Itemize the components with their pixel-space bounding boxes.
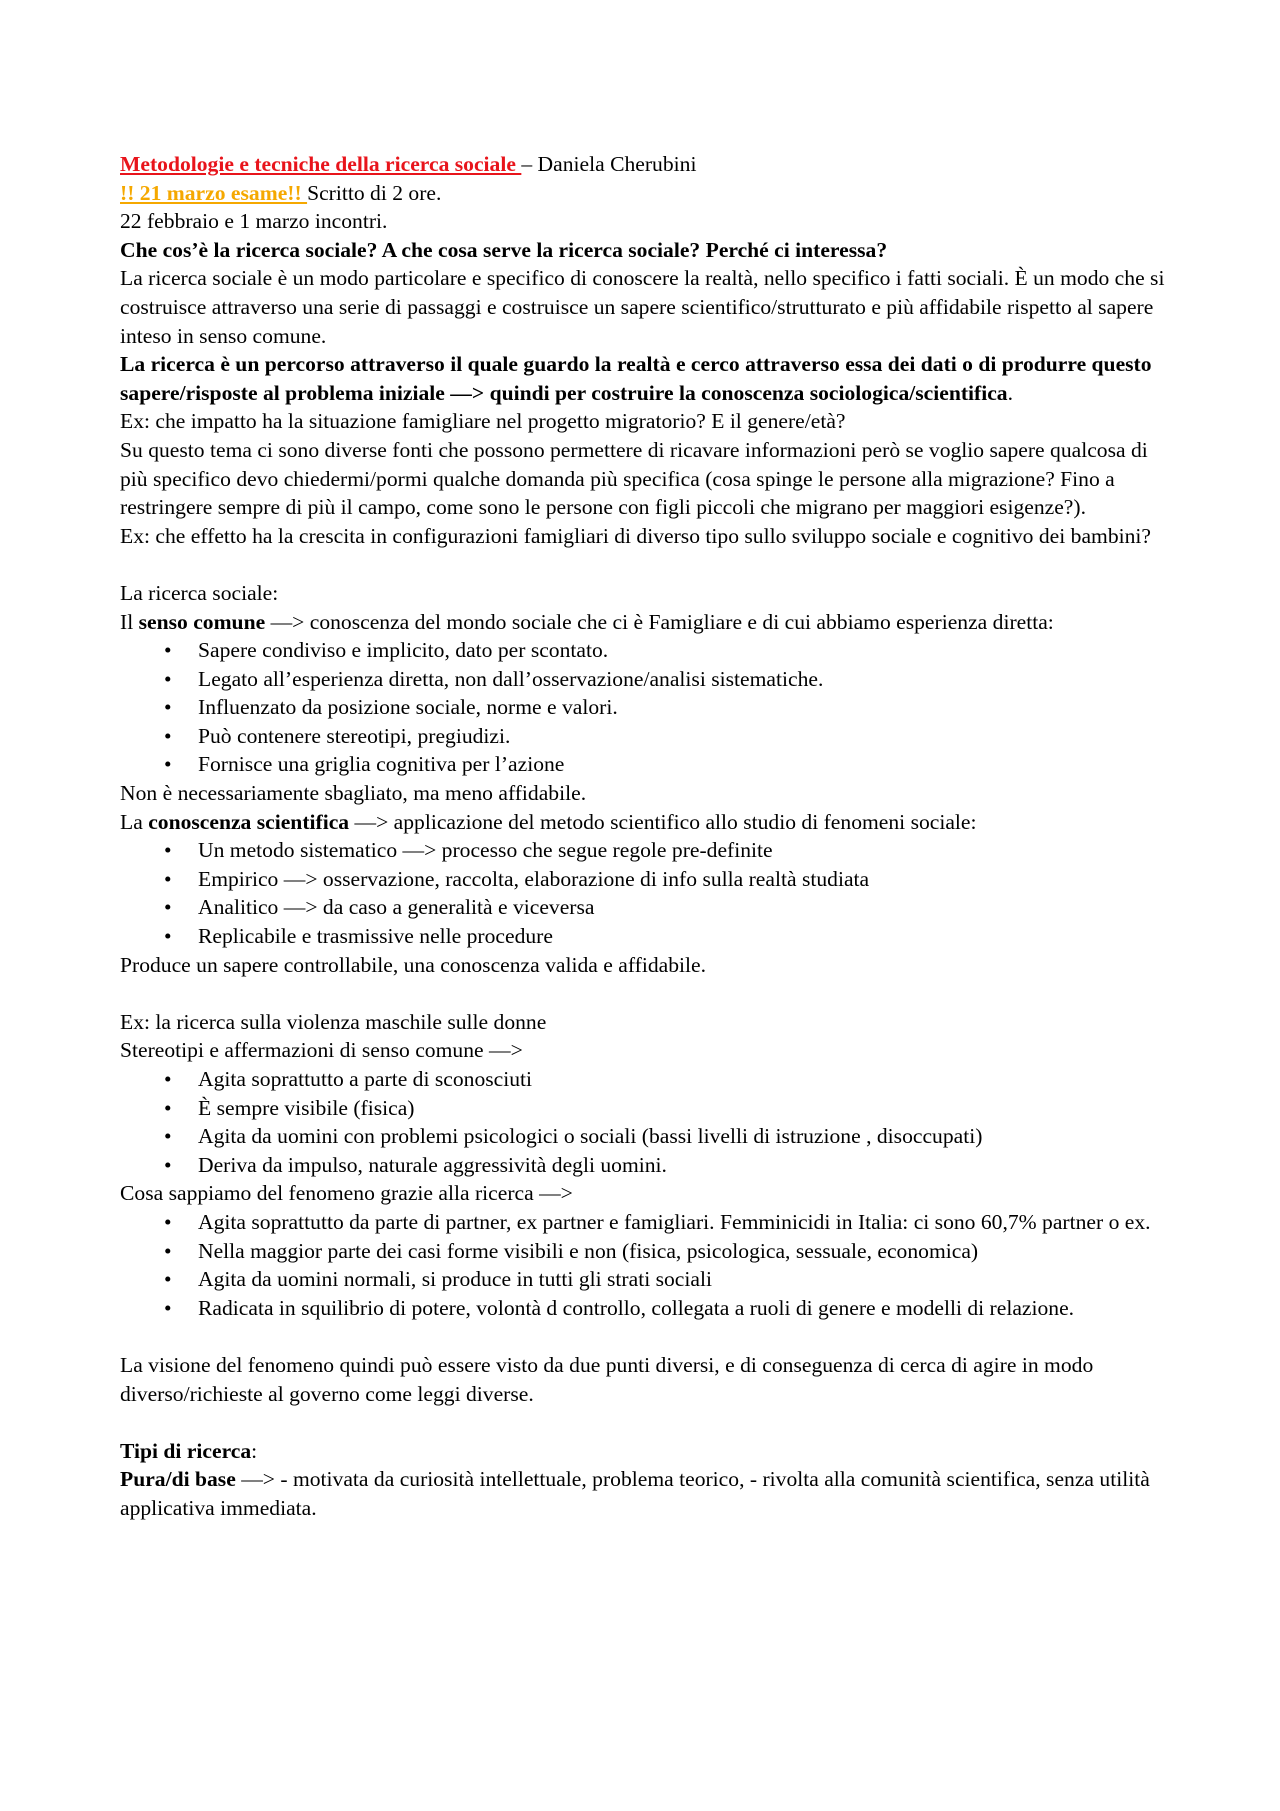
list-item: • Deriva da impulso, naturale aggressività degli uomini. [120,1151,1170,1180]
exam-info: Scritto di 2 ore. [307,180,442,205]
list-item: • È sempre visibile (fisica) [120,1094,1170,1123]
meetings-line: 22 febbraio e 1 marzo incontri. [120,209,388,234]
example-1: Ex: che impatto ha la situazione famigliare nel progetto migratorio? E il genere/età? [120,409,846,434]
scientific-lead-post: —> applicazione del metodo scientifico allo studio di fenomeni sociale: [349,809,977,834]
list-item: • Radicata in squilibrio di potere, volontà d controllo, collegata a ruoli di genere e modelli di relazione. [120,1294,1170,1323]
exam-date: !! 21 marzo esame!! [120,180,308,205]
common-sense-heading: La ricerca sociale: [120,580,279,605]
common-sense-list [120,636,1170,779]
intro-question: Che cos’è la ricerca sociale? A che cosa serve la ricerca sociale? Perché ci interessa? [120,237,888,262]
scientific-lead [120,808,1170,837]
intro-paragraph-2-end: . [1007,380,1013,405]
spacer [120,1322,1170,1351]
scientific-lead-pre: La [120,809,149,834]
scientific-term: conoscenza scientifica [148,809,350,834]
intro-paragraph-1: La ricerca sociale è un modo particolare e specifico di conoscere la realtà, nello specifico i fatti sociali. È un modo che si costruisce attraverso una serie di passaggi e costruisce un sapere scientifico/strutturato e più affidabile rispetto al sapere inteso in senso comune. [120,266,1165,348]
spacer [120,1408,1170,1437]
pure-research-text: —> - motivata da curiosità intellettuale, problema teorico, - rivolta alla comunità scientifica, senza utilità applicativa immediata. [120,1467,1150,1520]
list-item: • Un metodo sistematico —> processo che segue regole pre-definite [120,836,1170,865]
header-line [120,150,1170,179]
scientific-conclusion: Produce un sapere controllabile, una conoscenza valida e affidabile. [120,952,706,977]
common-sense-lead-post: —> conoscenza del mondo sociale che ci è Famigliare e di cui abbiamo esperienza diretta: [265,609,1054,634]
spacer [120,979,1170,1008]
list-item: • Agita da uomini normali, si produce in tutti gli strati sociali [120,1265,1170,1294]
intro-paragraph-2 [120,350,1170,407]
stereotypes-lead: Stereotipi e affermazioni di senso comune —> [120,1038,523,1063]
list-item: • Sapere condiviso e implicito, dato per scontato. [120,636,1170,665]
list-item: • Nella maggior parte dei casi forme visibili e non (fisica, psicologica, sessuale, economica) [120,1237,1170,1266]
research-list [120,1208,1170,1322]
list-item: • Agita soprattutto a parte di sconosciuti [120,1065,1170,1094]
list-item: • Fornisce una griglia cognitiva per l’azione [120,750,1170,779]
list-item: • Empirico —> osservazione, raccolta, elaborazione di info sulla realtà studiata [120,865,1170,894]
types-heading-end: : [251,1438,258,1463]
types-heading [120,1437,1170,1466]
title-author: – Daniela Cherubini [521,152,697,176]
document-title: Metodologie e tecniche della ricerca sociale [120,152,522,176]
scientific-list [120,836,1170,950]
exam-line [120,179,1170,208]
violence-example: Ex: la ricerca sulla violenza maschile sulle donne [120,1009,547,1034]
common-sense-term: senso comune [138,609,266,634]
list-item: • Influenzato da posizione sociale, norme e valori. [120,693,1170,722]
spacer [120,550,1170,579]
intro-paragraph-3: Su questo tema ci sono diverse fonti che possono permettere di ricavare informazioni però se voglio sapere qualcosa di più specifico devo chiedermi/pormi qualche domanda più specifica (cosa spinge le persone alla migrazione? Fino a restringere sempre di più il campo, come sono le persone con figli piccoli che migrano per maggiori esigenze?). [120,437,1148,520]
violence-conclusion: La visione del fenomeno quindi può essere visto da due punti diversi, e di conseguenza di cerca di agire in modo diverso/richieste al governo come leggi diverse. [120,1352,1094,1406]
list-item: • Analitico —> da caso a generalità e viceversa [120,893,1170,922]
list-item: • Agita da uomini con problemi psicologici o sociali (bassi livelli di istruzione , disoccupati) [120,1122,1170,1151]
list-item: • Agita soprattutto da parte di partner, ex partner e famigliari. Femminicidi in Italia: ci sono 60,7% partner o ex. [120,1208,1170,1237]
common-sense-lead [120,608,1170,637]
pure-research-term: Pura/di base [120,1467,236,1492]
stereotypes-list [120,1065,1170,1179]
list-item: • Replicabile e trasmissive nelle procedure [120,922,1170,951]
example-2: Ex: che effetto ha la crescita in configurazioni famigliari di diverso tipo sullo sviluppo sociale e cognitivo dei bambini? [120,523,1152,548]
research-lead: Cosa sappiamo del fenomeno grazie alla ricerca —> [120,1181,573,1206]
pure-research [120,1465,1170,1522]
list-item: • Può contenere stereotipi, pregiudizi. [120,722,1170,751]
types-heading-bold: Tipi di ricerca [120,1438,252,1463]
common-sense-conclusion: Non è necessariamente sbagliato, ma meno affidabile. [120,781,587,806]
common-sense-lead-pre: Il [120,609,139,634]
list-item: • Legato all’esperienza diretta, non dall’osservazione/analisi sistematiche. [120,665,1170,694]
intro-paragraph-2-bold: La ricerca è un percorso attraverso il quale guardo la realtà e cerco attraverso essa dei dati o di produrre questo sapere/risposte al problema iniziale —> quindi per costruire la conoscenza sociologica/scientifica [120,352,1152,405]
